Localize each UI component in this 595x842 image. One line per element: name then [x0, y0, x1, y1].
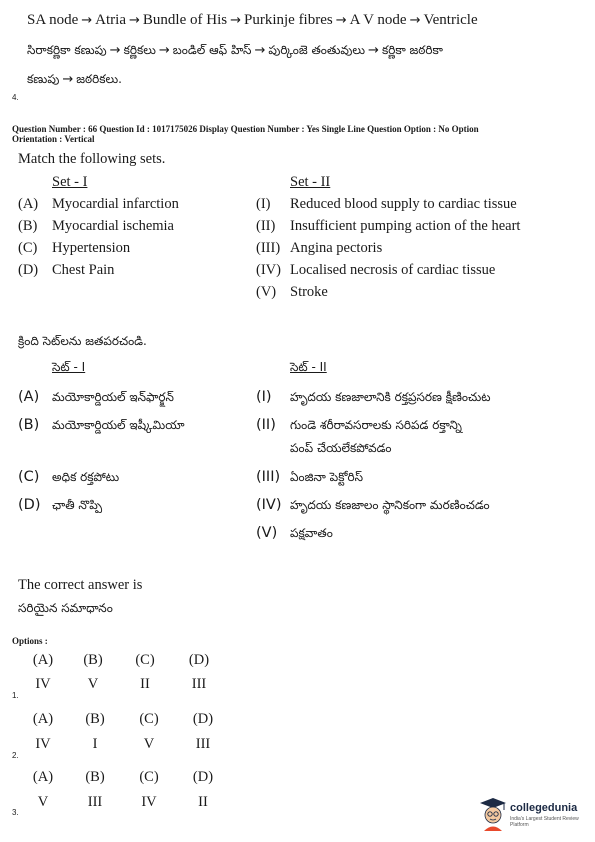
flow-step-te: కణుపు	[27, 72, 60, 86]
set2-item-iv-te: (IV) హృదయ కణజాలం స్థానికంగా మరణించడం	[256, 497, 490, 513]
set2-item-v-en: (V) Stroke	[256, 284, 328, 300]
question-text-en: Match the following sets.	[18, 151, 166, 167]
arrow-right-icon: →	[409, 13, 421, 28]
set2-item-iii-en: (III) Angina pectoris	[256, 240, 383, 256]
question-meta-line2: Orientation : Vertical	[12, 134, 95, 144]
answer-prompt-en: The correct answer is	[18, 577, 143, 593]
set1-item-d-en: (D) Chest Pain	[18, 262, 115, 278]
set1-item-a-en: (A) Myocardial infarction	[18, 196, 179, 212]
set1-item-c-te: (C) అధిక రక్తపోటు	[18, 469, 120, 485]
collegedunia-logo	[478, 796, 590, 832]
set1-item-d-te: (D) ఛాతీ నొప్పి	[18, 497, 103, 513]
set1-item-c-en: (C) Hypertension	[18, 240, 131, 256]
arrow-right-icon: →	[81, 13, 93, 28]
arrow-right-icon: →	[368, 43, 379, 58]
set1-item-b-te: (B) మయోకార్డియల్ ఇష్కీమియా	[18, 417, 185, 433]
flow-step-te: జఠరికలు.	[76, 72, 122, 86]
conduction-flow-te-line1	[27, 43, 443, 60]
logo-wordmark: collegedunia	[510, 802, 578, 814]
options-label: Options :	[12, 636, 48, 646]
set1-item-a-te: (A) మయోకార్డియల్ ఇన్‌ఫార్క్షన్	[18, 389, 174, 405]
set2-item-v-te: (V) పక్షవాతం	[256, 525, 333, 541]
flow-step: A V node	[349, 12, 407, 28]
flow-step-te: పుర్కింజె తంతువులు	[268, 43, 366, 57]
question-text-te: క్రింది సెట్‌లను జతపరచండి.	[18, 334, 147, 348]
flow-step: Ventricle	[423, 12, 478, 28]
flow-step: Atria	[95, 12, 126, 28]
option-1-number: 1.	[12, 691, 19, 700]
exam-page: SA node → Atria → Bundle of His → Purkinje fibres → A V node → Ventricle సిరాకర్ణికా కణుపు → కర్ణికలు → బండిల్ ఆఫ్ హిస్ → పుర్కింజె తంతువులు → కర్ణికా జఠరికా కణుపు → జఠరికలు. 4. Question Number : 66 Question Id : 1017175026 Display Question Number : Yes Single Line Question Option : No Option Orientation : Vertical Match the following sets. Set - I Set - II (A) Myocardial infarction (B) Myocardial ischemia (C) Hypertension (D) Chest Pain (I) Reduced blood supply to cardiac tissue (II) Insufficient pumping action of the heart (III) Angina pectoris (IV) Localised necrosis of cardiac tissue (V) Stroke క్రింది సెట్‌లను జతపరచండి. సెట్ - I సెట్ - II (A) మయోకార్డియల్ ఇన్‌ఫార్క్షన్ (B) మయోకార్డియల్ ఇష్కీమియా (C) అధిక రక్తపోటు (D) ఛాతీ నొప్పి (I) హృదయ కణజాలానికి రక్తప్రసరణ క్షీణించుట (II) గుండె శరీరావసరాలకు సరిపడ రక్తాన్ని పంప్ చేయలేకపోవడం (III) ఏంజినా పెక్టోరిస్ (IV) హృదయ కణజాలం స్థానికంగా మరణించడం (V) పక్షవాతం The correct answer is సరియైన సమాధానం Options : (A) (B) (C) (D) IV V II III 1. (A) (B) (C) (D) IV I V III 2. (A) (B) (C) (D) V III IV II 3. collegedunia India's Largest Student Review Platform	[0, 0, 595, 842]
set2-item-ii-en: (II) Insufficient pumping action of the heart	[256, 218, 521, 234]
set2-item-i-te: (I) హృదయ కణజాలానికి రక్తప్రసరణ క్షీణించుట	[256, 389, 491, 405]
conduction-flow-te-line2	[27, 72, 122, 89]
question-meta-line1: Question Number : 66 Question Id : 1017175026 Display Question Number : Yes Single Line Question Option : No Option	[12, 124, 479, 134]
set2-item-iv-en: (IV) Localised necrosis of cardiac tissue	[256, 262, 496, 278]
logo-tagline: India's Largest Student Review Platform	[510, 816, 579, 828]
flow-step: SA node	[27, 12, 79, 28]
set2-item-iii-te: (III) ఏంజినా పెక్టోరిస్	[256, 469, 364, 485]
arrow-right-icon: →	[335, 13, 347, 28]
set2-header-te: సెట్ - II	[290, 360, 327, 374]
flow-step-te: బండిల్ ఆఫ్ హిస్	[172, 43, 252, 57]
set2-item-ii-te-cont: పంప్ చేయలేకపోవడం	[290, 441, 392, 455]
flow-step: Bundle of His	[142, 12, 228, 28]
option-3-number: 3.	[12, 808, 19, 817]
flow-step-te: సిరాకర్ణికా కణుపు	[27, 43, 107, 57]
option-2-number: 2.	[12, 751, 19, 760]
prev-question-number: 4.	[12, 93, 19, 102]
set2-item-ii-te: (II) గుండె శరీరావసరాలకు సరిపడ రక్తాన్ని	[256, 417, 462, 433]
conduction-flow-en	[27, 12, 478, 29]
arrow-right-icon: →	[254, 43, 266, 58]
set2-item-i-en: (I) Reduced blood supply to cardiac tissue	[256, 196, 517, 212]
flow-step-te: కర్ణికలు	[123, 43, 156, 57]
flow-step: Purkinje fibres	[243, 12, 333, 28]
set1-item-b-en: (B) Myocardial ischemia	[18, 218, 174, 234]
arrow-right-icon: →	[109, 43, 121, 58]
arrow-right-icon: →	[230, 13, 241, 28]
set1-header-te: సెట్ - I	[52, 360, 86, 374]
answer-prompt-te: సరియైన సమాధానం	[18, 601, 113, 615]
arrow-right-icon: →	[129, 13, 140, 28]
arrow-right-icon: →	[62, 72, 74, 87]
set1-header-en: Set - I	[52, 174, 88, 190]
arrow-right-icon: →	[158, 43, 170, 58]
flow-step-te: కర్ణికా జఠరికా	[381, 43, 443, 57]
student-mascot-icon	[478, 796, 508, 832]
set2-header-en: Set - II	[290, 174, 331, 190]
